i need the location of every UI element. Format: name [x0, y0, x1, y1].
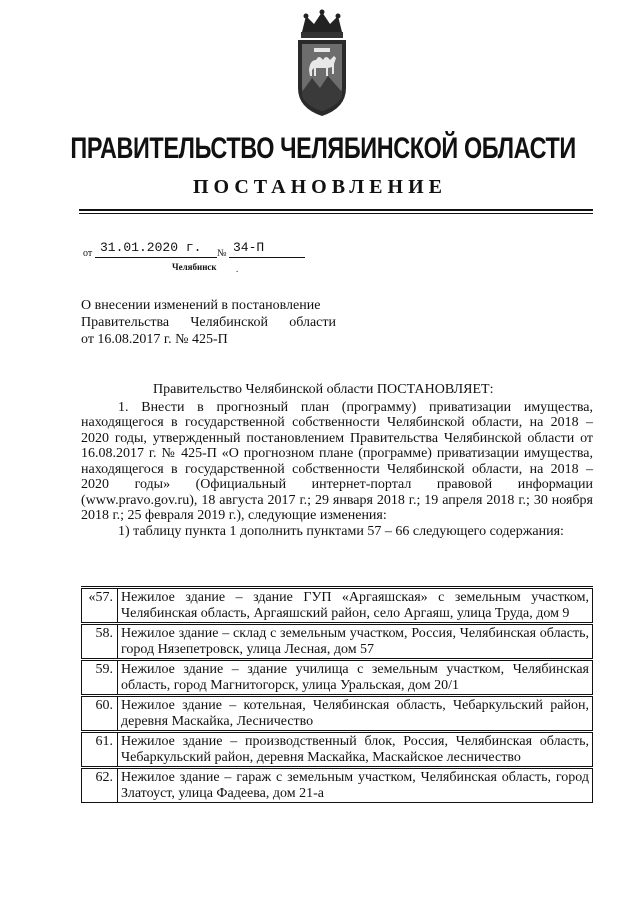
- row-description: Нежилое здание – производственный блок, Россия, Челябинская область, Чебаркульский район, деревня Маскайка, Маскайское лесничество: [118, 732, 593, 768]
- city-label: Челябинск: [172, 262, 217, 272]
- row-number: 61.: [82, 732, 118, 768]
- row-description: Нежилое здание – гараж с земельным участком, Челябинская область, город Златоуст, улица Фадеева, дом 21-а: [118, 768, 593, 803]
- header-divider-thin: [79, 213, 593, 214]
- row-number: 59.: [82, 660, 118, 696]
- row-number: «57.: [82, 588, 118, 624]
- table-row: [82, 732, 593, 768]
- document-type-heading: ПОСТАНОВЛЕНИЕ: [193, 176, 447, 198]
- preamble: Правительство Челябинской области ПОСТАНОВЛЯЕТ:: [153, 382, 494, 397]
- document-meta: [83, 240, 323, 264]
- row-description: Нежилое здание – здание училища с земельным участком, Челябинская область, город Магнитогорск, улица Уральская, дом 20/1: [118, 660, 593, 696]
- row-number: 60.: [82, 696, 118, 732]
- coat-of-arms-emblem: [292, 8, 352, 118]
- organization-title: ПРАВИТЕЛЬСТВО ЧЕЛЯБИНСКОЙ ОБЛАСТИ: [70, 132, 576, 165]
- number-underline: [229, 257, 305, 258]
- header-divider: [79, 209, 593, 211]
- row-number: 58.: [82, 624, 118, 660]
- subject-line-3: от 16.08.2017 г. № 425-П: [81, 332, 228, 347]
- row-number: 62.: [82, 768, 118, 803]
- subject-line-1: О внесении изменений в постановление: [81, 298, 321, 313]
- document-body: [81, 382, 593, 539]
- table-row: [82, 660, 593, 696]
- subject-line-2: Правительства Челябинской области: [81, 315, 336, 330]
- privatization-items-table: [81, 586, 593, 803]
- row-description: Нежилое здание – котельная, Челябинская область, Чебаркульский район, деревня Маскайка, Лесничество: [118, 696, 593, 732]
- table-row: [82, 696, 593, 732]
- city-dot: .: [236, 264, 239, 274]
- row-description: Нежилое здание – здание ГУП «Аргаяшская» с земельным участком, Челябинская область, Аргаяшский район, село Аргаяш, улица Труда, дом 9: [118, 588, 593, 624]
- date-prefix: от: [83, 248, 93, 259]
- date-underline: [95, 257, 217, 258]
- number-prefix: №: [217, 248, 227, 259]
- document-subject: [81, 297, 336, 348]
- document-date: 31.01.2020 г.: [100, 240, 202, 255]
- table-row: [82, 624, 593, 660]
- document-number: 34-П: [233, 240, 265, 255]
- table-row: [82, 588, 593, 624]
- row-description: Нежилое здание – склад с земельным участком, Россия, Челябинская область, город Нязепетровск, улица Лесная, дом 57: [118, 624, 593, 660]
- subitem-1-paragraph: 1) таблицу пункта 1 дополнить пунктами 57 – 66 следующего содержания:: [118, 523, 564, 539]
- table-row: [82, 768, 593, 803]
- item-1-paragraph: 1. Внести в прогнозный план (программу) приватизации имущества, находящегося в государственной собственности Челябинской области, на 2018 – 2020 годы, утвержденный постановлением Правительства Челябинской области от 16.08.2017 г. № 425-П «О прогнозном плане (программе) приватизации имущества, находящегося в государственной собственности Челябинской области, на 2018 – 2020 годы» (Официальный интернет-портал правовой информации (www.pravo.gov.ru), 18 августа 2017 г.; 29 января 2018 г.; 19 апреля 2018 г.; 30 ноября 2018 г.; 25 февраля 2019 г.), следующие изменения:: [81, 399, 593, 523]
